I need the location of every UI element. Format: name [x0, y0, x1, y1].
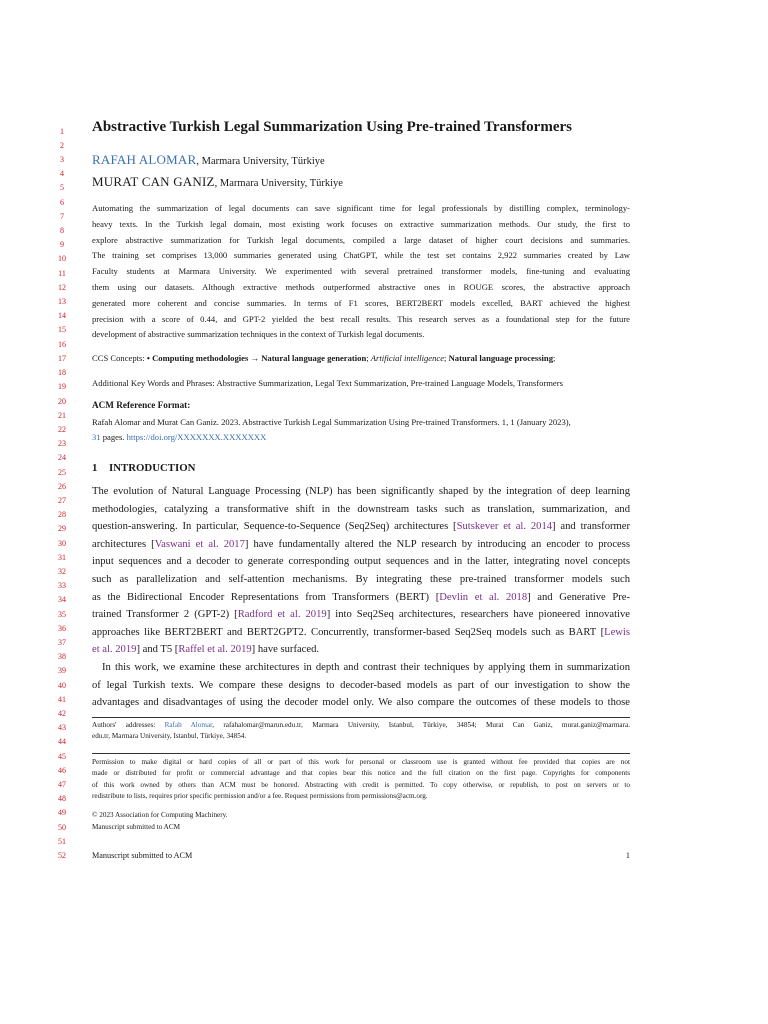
pages-link[interactable]: 31: [92, 432, 101, 442]
body-text: input sequences and a decoder to generate corresponding output sequences and in the latter, integrating novel concepts: [92, 556, 630, 568]
body-line: [92, 624, 630, 642]
line-number: 6: [60, 198, 64, 207]
pages-text: pages.: [100, 432, 127, 442]
abstract-line: Automating the summarization of legal documents can save significant time for legal professionals by distilling complex, terminology-: [92, 203, 630, 213]
line-number: 13: [58, 297, 66, 306]
body-text: architectures [: [92, 538, 155, 550]
line-number: 5: [60, 183, 64, 192]
body-text: ] have surfaced.: [251, 644, 320, 656]
line-number: 7: [60, 212, 64, 221]
body-text: methodologies, catalyzing a transformative shift in the downstream tasks such as translation, summarization, and: [92, 503, 630, 515]
body-text: question-answering. In particular, Sequence-to-Sequence (Seq2Seq) architectures [: [92, 521, 457, 533]
author-1-name[interactable]: RAFAH ALOMAR: [92, 152, 197, 167]
permission-rule: [92, 753, 630, 754]
ccs-concepts: [92, 353, 630, 363]
body-line: [92, 589, 630, 607]
ccs-end: ;: [553, 353, 556, 363]
citation-link[interactable]: Sutskever et al. 2014: [456, 521, 553, 533]
line-number: 34: [58, 595, 66, 604]
line-number: 29: [58, 524, 66, 533]
footnote-rule: [92, 717, 630, 718]
body-line: [92, 694, 630, 712]
author-1: [92, 152, 325, 168]
line-number: 18: [58, 368, 66, 377]
acm-reference-line-1: Rafah Alomar and Murat Can Ganiz. 2023. Abstractive Turkish Legal Summarization Using Pre-trained Transformers. 1, 1 (January 2023),: [92, 417, 571, 427]
line-number: 51: [58, 837, 66, 846]
permission-line: Permission to make digital or hard copies of all or part of this work for personal or classroom use is granted without fee provided that copies are not: [92, 758, 630, 766]
line-number: 36: [58, 624, 66, 633]
line-number: 50: [58, 823, 66, 832]
line-number: 3: [60, 155, 64, 164]
line-number: 12: [58, 283, 66, 292]
line-number: 25: [58, 468, 66, 477]
line-number: 32: [58, 567, 66, 576]
abstract: [92, 201, 630, 343]
body-text: advantages and disadvantages of using the decoder model only. We also compare the outcomes of these models to those: [92, 697, 630, 709]
acm-reference-heading: ACM Reference Format:: [92, 400, 191, 410]
citation-link[interactable]: Vaswani et al. 2017: [154, 538, 245, 550]
line-number: 47: [58, 780, 66, 789]
line-number: 40: [58, 681, 66, 690]
body-text: as the Bidirectional Encoder Representations from Transformers (BERT) [: [92, 591, 440, 603]
author-2-name: MURAT CAN GANIZ: [92, 174, 215, 189]
body-line: [92, 518, 630, 536]
body-line: [92, 536, 630, 554]
abstract-line: generated more coherent and concise summaries. In terms of F1 scores, BERT2BERT models excelled, BART achieved the highest: [92, 297, 630, 308]
abstract-line: them using our datasets. Although extractive methods outperformed abstractive ones in ROUGE scores, the abstractive approach: [92, 281, 630, 292]
footer-page-number: 1: [625, 851, 630, 860]
line-number: 42: [58, 709, 66, 718]
line-number: 23: [58, 439, 66, 448]
line-number: 38: [58, 652, 66, 661]
line-number: 46: [58, 766, 66, 775]
line-number: 14: [58, 311, 66, 320]
body-line: [92, 553, 630, 571]
body-text: ] and Generative Pre-: [527, 591, 630, 603]
abstract-line: development of abstractive summarization techniques in the context of Turkish legal documents.: [92, 329, 425, 340]
abstract-line: heavy texts. In the Turkish legal domain, most existing work focuses on extractive summarization methods. Our study, the first to: [92, 218, 630, 229]
address-author-link[interactable]: Rafah Alomar: [164, 721, 213, 729]
body-line: [92, 483, 630, 501]
abstract-line: precision with a score of 0.44, and GPT-2 yielded the best recall results. This research serves as a foundational step for the future: [92, 313, 630, 324]
line-number: 10: [58, 254, 66, 263]
line-number: 8: [60, 226, 64, 235]
line-number: 9: [60, 240, 64, 249]
line-number: 30: [58, 539, 66, 548]
permission-line: redistribute to lists, requires prior specific permission and/or a fee. Request permissions from permissions@acm.org.: [92, 791, 428, 800]
line-number: 15: [58, 325, 66, 334]
section-title: INTRODUCTION: [109, 462, 196, 474]
section-number: 1: [92, 462, 98, 474]
ccs-bullet: •: [146, 353, 153, 363]
line-number: 45: [58, 752, 66, 761]
ccs-bold-2: Natural language processing: [448, 353, 553, 363]
acm-reference-line-2: [92, 432, 630, 442]
line-number: 20: [58, 397, 66, 406]
address-rest: , rafahalomar@marun.edu.tr, Marmara University, Istanbul, Türkiye, 34854; Murat Can Ganiz, murat.ganiz@marmara.: [212, 721, 630, 729]
manuscript-note: Manuscript submitted to ACM: [92, 823, 181, 831]
section-heading: [92, 462, 195, 474]
body-text: ] into Seq2Seq architectures, researchers have pioneered innovative: [326, 609, 630, 621]
body-line: [92, 677, 630, 695]
address-line-2: edu.tr, Marmara University, Istanbul, Türkiye, 34854.: [92, 732, 247, 741]
citation-link[interactable]: Radford et al. 2019: [237, 609, 327, 621]
abstract-line: explore abstractive summarization for Turkish legal documents, compiled a large dataset of higher court decisions and summaries.: [92, 234, 630, 245]
line-number: 37: [58, 638, 66, 647]
body-line: [92, 606, 630, 624]
keywords: Additional Key Words and Phrases: Abstractive Summarization, Legal Text Summarization, Pre-trained Language Models, Transformers: [92, 378, 563, 388]
permission-block: [92, 757, 630, 802]
ccs-sep-2: ;: [444, 353, 449, 363]
line-number: 28: [58, 510, 66, 519]
body-line: [92, 659, 630, 677]
body-text: of legal Turkish texts. We compare these designs to decoder-based models as part of our investigation to show the: [92, 679, 630, 691]
introduction-body: [92, 483, 630, 712]
author-2-affiliation: , Marmara University, Türkiye: [214, 178, 343, 189]
line-number: 43: [58, 723, 66, 732]
body-text: such as parallelization and self-attention mechanisms. By integrating these pre-trained transformer models such: [92, 573, 630, 585]
citation-link[interactable]: et al. 2019: [92, 644, 137, 656]
line-number: 48: [58, 794, 66, 803]
body-text: ] have fundamentally altered the NLP research by introducing an encoder to process: [244, 538, 630, 550]
line-number: 33: [58, 581, 66, 590]
body-line: [92, 501, 630, 519]
citation-link[interactable]: Devlin et al. 2018: [439, 591, 528, 603]
body-text: ] and T5 [: [136, 644, 179, 656]
line-number: 17: [58, 354, 66, 363]
address-prefix: Authors' addresses:: [92, 721, 165, 729]
abstract-line: Faculty students at Marmara University. We experimented with several pretrained transformer models, fine-tuning and evaluating: [92, 266, 630, 277]
copyright-line: © 2023 Association for Computing Machinery.: [92, 811, 228, 819]
line-number: 19: [58, 382, 66, 391]
line-number: 22: [58, 425, 66, 434]
ccs-sep-1: ;: [366, 353, 371, 363]
ccs-main: Computing methodologies → Natural language generation: [152, 353, 367, 363]
address-line-1: [92, 720, 630, 731]
ccs-label: CCS Concepts:: [92, 353, 147, 363]
line-number: 2: [60, 141, 64, 150]
line-number: 44: [58, 737, 66, 746]
paper-title: Abstractive Turkish Legal Summarization Using Pre-trained Transformers: [92, 119, 572, 135]
body-text: In this work, we examine these architectures in depth and contrast their techniques by applying them in summarization: [102, 661, 630, 673]
line-number: 27: [58, 496, 66, 505]
author-2: [92, 174, 343, 190]
body-line: [92, 641, 630, 659]
line-number: 49: [58, 808, 66, 817]
body-line: [92, 571, 630, 589]
doi-link[interactable]: https://doi.org/XXXXXXX.XXXXXXX: [126, 432, 267, 442]
permission-line: of this work owned by others than ACM must be honored. Abstracting with credit is permitted. To copy otherwise, or republish, to post on servers or to: [92, 780, 630, 789]
line-number: 52: [58, 851, 66, 860]
line-number: 31: [58, 553, 66, 562]
line-number: 4: [60, 169, 64, 178]
body-text: approaches like BERT2BERT and BERT2GPT2. Concurrently, transformer-based Seq2Seq models such as BART [: [92, 626, 605, 638]
line-number: 24: [58, 453, 66, 462]
citation-link[interactable]: Raffel et al. 2019: [178, 644, 252, 656]
line-number: 26: [58, 482, 66, 491]
body-text: The evolution of Natural Language Processing (NLP) has been significantly shaped by the integration of deep learning: [92, 486, 630, 497]
body-text: ] and transformer: [552, 521, 630, 533]
line-number: 39: [58, 666, 66, 675]
line-number: 35: [58, 610, 66, 619]
author-addresses-footnote: [92, 720, 630, 743]
citation-link[interactable]: Lewis: [604, 626, 630, 638]
line-number: 11: [58, 269, 66, 278]
body-text: trained Transformer 2 (GPT-2) [: [92, 609, 238, 621]
abstract-line: The training set comprises 13,000 summaries generated using ChatGPT, while the test set contains 2,922 summaries created by Law: [92, 250, 630, 261]
ccs-italic: Artificial intelligence: [370, 353, 445, 363]
permission-line: made or distributed for profit or commercial advantage and that copies bear this notice and the full citation on the first page. Copyrights for components: [92, 769, 630, 778]
line-number: 1: [60, 127, 64, 136]
line-number: 21: [58, 411, 66, 420]
line-number: 16: [58, 340, 66, 349]
footer-manuscript: Manuscript submitted to ACM: [92, 851, 193, 860]
line-number: 41: [58, 695, 66, 704]
author-1-affiliation: , Marmara University, Türkiye: [196, 156, 325, 167]
